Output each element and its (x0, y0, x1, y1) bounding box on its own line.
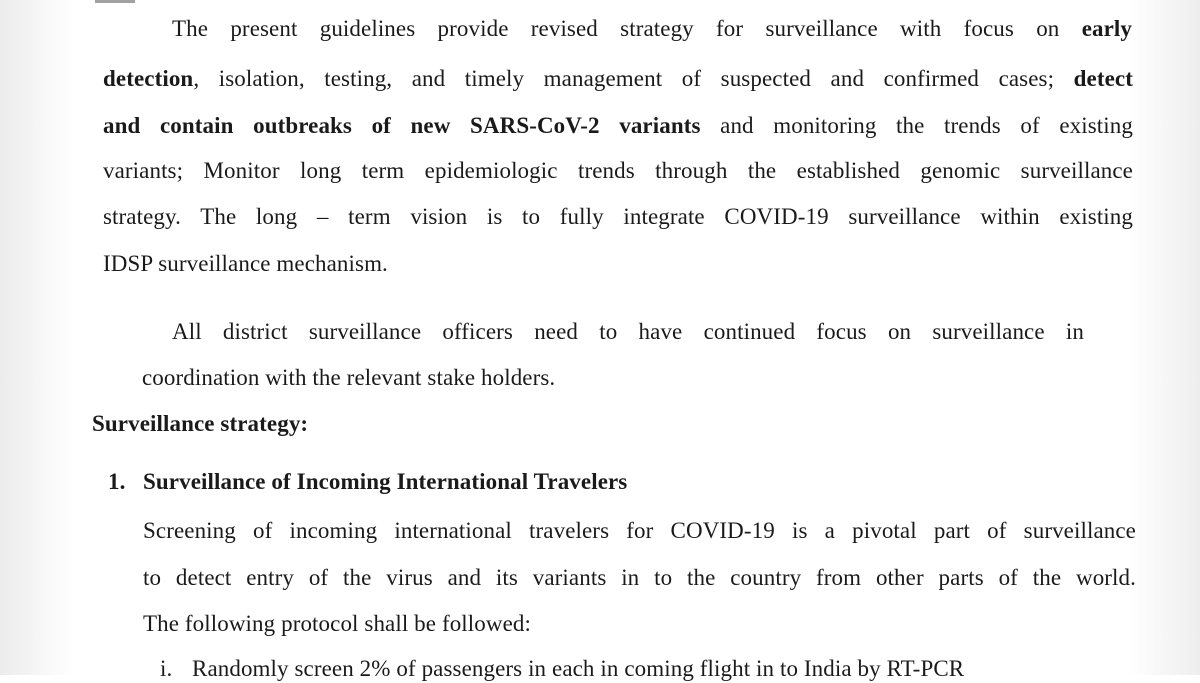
section-title: Surveillance of Incoming International Travelers (143, 469, 628, 494)
section-1-line-3: The following protocol shall be followed: (143, 611, 531, 636)
list-item: Randomly screen 2% of passengers in each in coming flight in to India by RT-PCR (192, 656, 965, 681)
paragraph-1-line-4: variants; Monitor long term epidemiologic trends through the established genomic surveillance (103, 158, 1133, 183)
paragraph-2-line-2: coordination with the relevant stake holders. (142, 365, 556, 390)
text-span: and monitoring the trends of existing (700, 113, 1133, 138)
section-1-line-2: to detect entry of the virus and its variants in to the country from other parts of the world. (143, 565, 1136, 590)
bold-text: early (1081, 16, 1132, 41)
text-span: , isolation, testing, and timely management of suspected and confirmed cases; (193, 66, 1074, 91)
list-item-number: i. (160, 656, 173, 681)
text-span: The present guidelines provide revised strategy for surveillance with focus on (172, 16, 1082, 41)
paragraph-1-line-2 (103, 65, 1133, 93)
paragraph-1-line-6: IDSP surveillance mechanism. (103, 251, 388, 276)
bold-text: detect (1073, 66, 1133, 91)
paragraph-2-line-1: All district surveillance officers need to have continued focus on surveillance in (172, 319, 1084, 344)
bold-text: and contain outbreaks of new SARS-CoV-2 variants (103, 113, 701, 138)
paragraph-1-line-1 (172, 15, 1132, 43)
paragraph-1-line-5: strategy. The long – term vision is to fully integrate COVID-19 surveillance within existing (103, 204, 1133, 229)
paragraph-1-line-3 (103, 112, 1133, 140)
section-number: 1. (108, 469, 126, 494)
bold-text: detection (103, 66, 194, 91)
top-rule-fragment (95, 0, 135, 3)
section-1-line-1: Screening of incoming international travelers for COVID-19 is a pivotal part of surveillance (143, 518, 1136, 543)
section-heading: Surveillance strategy: (92, 411, 309, 436)
